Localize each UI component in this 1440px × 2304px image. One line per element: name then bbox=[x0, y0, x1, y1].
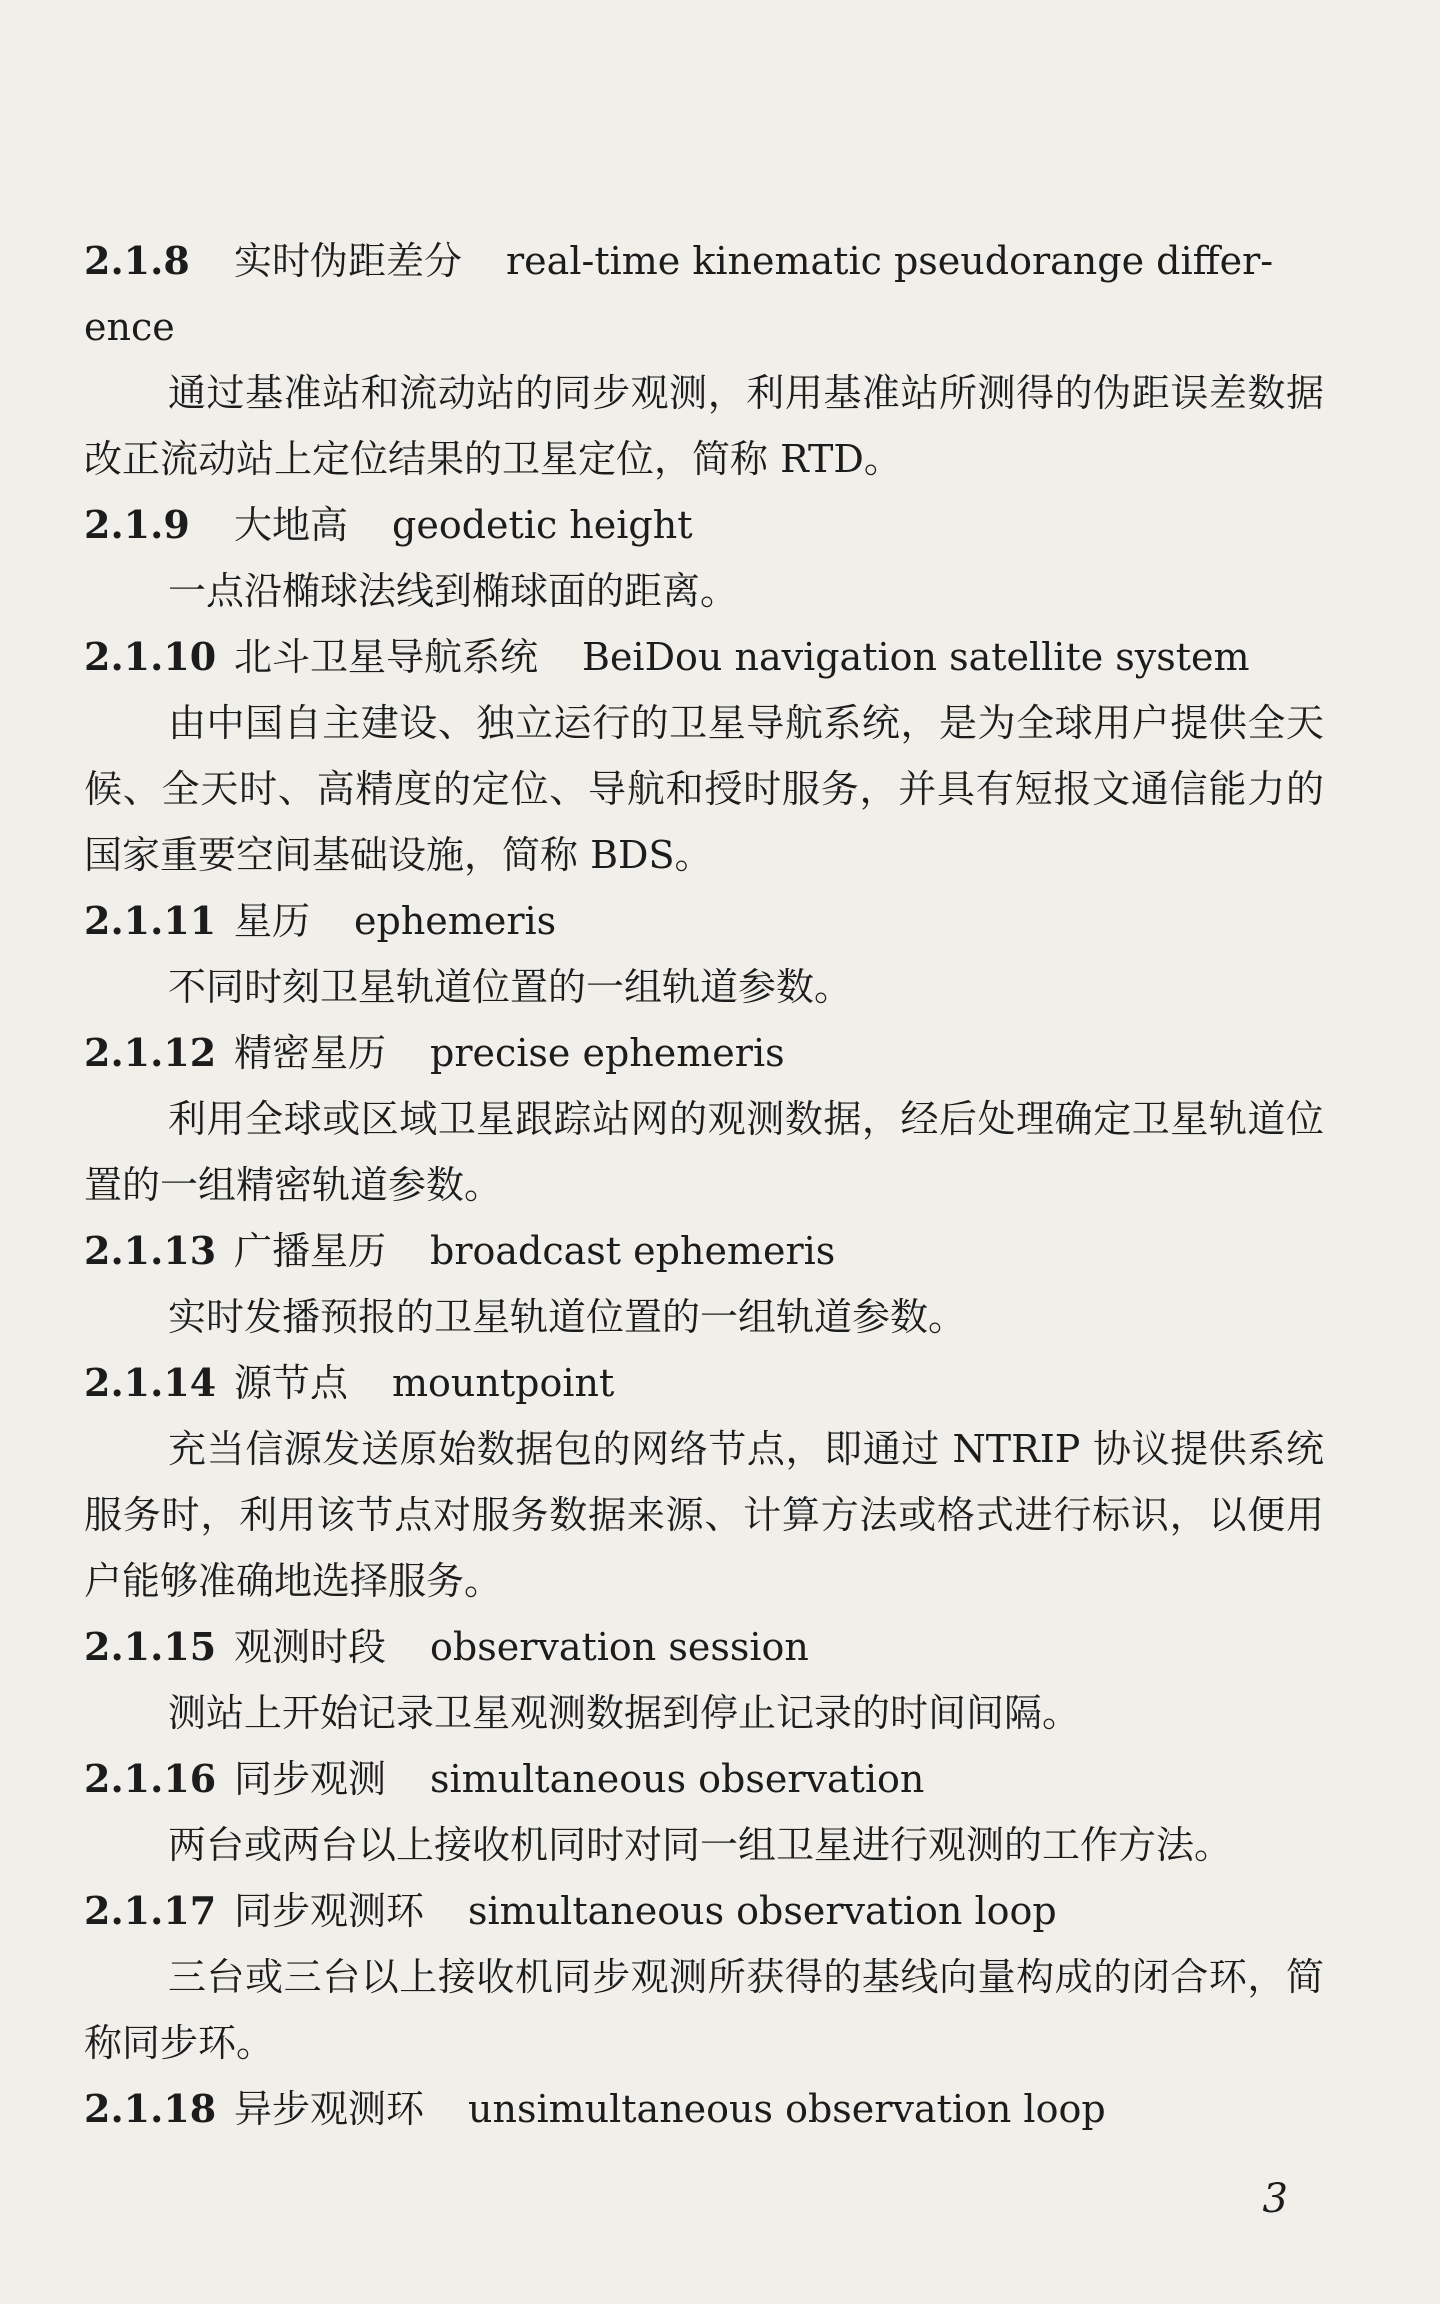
term-definition: 一点沿椭球法线到椭球面的距离。 bbox=[168, 569, 739, 613]
term-definition: 测站上开始记录卫星观测数据到停止记录的时间间隔。 bbox=[168, 1691, 1081, 1735]
term-english: ephemeris bbox=[354, 899, 557, 943]
term-heading bbox=[84, 1350, 1324, 1416]
term-english: unsimultaneous observation loop bbox=[468, 2087, 1106, 2131]
term-heading bbox=[84, 624, 1324, 690]
term-english: mountpoint bbox=[392, 1361, 615, 1405]
term-definition: 实时发播预报的卫星轨道位置的一组轨道参数。 bbox=[168, 1295, 967, 1339]
term-heading bbox=[84, 228, 1324, 294]
term-english: BeiDou navigation satellite system bbox=[582, 635, 1250, 679]
term-english: simultaneous observation bbox=[430, 1757, 925, 1801]
term-english: geodetic height bbox=[392, 503, 693, 547]
term-number: 2.1.16 bbox=[84, 1756, 217, 1801]
term-definition: 通过基准站和流动站的同步观测，利用基准站所测得的伪距误差数据改正流动站上定位结果的卫星定位，简称 RTD。 bbox=[84, 371, 1324, 481]
term-chinese: 异步观测环 bbox=[234, 2087, 425, 2131]
term-chinese: 广播星历 bbox=[234, 1229, 387, 1273]
term-heading bbox=[84, 1746, 1324, 1812]
term-number: 2.1.13 bbox=[84, 1228, 217, 1273]
term-number: 2.1.17 bbox=[84, 1888, 217, 1933]
term-english-continuation: ence bbox=[84, 305, 175, 349]
term-number: 2.1.9 bbox=[84, 502, 190, 547]
term-number: 2.1.15 bbox=[84, 1624, 217, 1669]
term-definition: 充当信源发送原始数据包的网络节点，即通过 NTRIP 协议提供系统服务时，利用该节点对服务数据来源、计算方法或格式进行标识，以便用户能够准确地选择服务。 bbox=[84, 1427, 1324, 1603]
term-chinese: 观测时段 bbox=[234, 1625, 387, 1669]
term-chinese: 实时伪距差分 bbox=[234, 239, 463, 283]
term-number: 2.1.12 bbox=[84, 1030, 217, 1075]
term-english: real-time kinematic pseudorange differ- bbox=[506, 239, 1274, 283]
term-heading bbox=[84, 2076, 1324, 2142]
page-number: 3 bbox=[1262, 2176, 1288, 2222]
term-definition: 两台或两台以上接收机同时对同一组卫星进行观测的工作方法。 bbox=[168, 1823, 1233, 1867]
term-chinese: 星历 bbox=[234, 899, 311, 943]
term-english: observation session bbox=[430, 1625, 809, 1669]
term-number: 2.1.11 bbox=[84, 898, 217, 943]
term-definition: 不同时刻卫星轨道位置的一组轨道参数。 bbox=[168, 965, 853, 1009]
term-heading bbox=[84, 1218, 1324, 1284]
term-english: precise ephemeris bbox=[430, 1031, 785, 1075]
term-number: 2.1.10 bbox=[84, 634, 217, 679]
term-chinese: 同步观测 bbox=[234, 1757, 387, 1801]
term-chinese: 精密星历 bbox=[234, 1031, 387, 1075]
term-definition: 由中国自主建设、独立运行的卫星导航系统，是为全球用户提供全天候、全天时、高精度的定位、导航和授时服务，并具有短报文通信能力的国家重要空间基础设施，简称 BDS。 bbox=[84, 701, 1324, 877]
term-chinese: 北斗卫星导航系统 bbox=[234, 635, 539, 679]
term-definition: 三台或三台以上接收机同步观测所获得的基线向量构成的闭合环，简称同步环。 bbox=[84, 1955, 1324, 2065]
term-heading bbox=[84, 1614, 1324, 1680]
term-english: broadcast ephemeris bbox=[430, 1229, 836, 1273]
term-number: 2.1.18 bbox=[84, 2086, 217, 2131]
term-number: 2.1.14 bbox=[84, 1360, 217, 1405]
term-heading bbox=[84, 1878, 1324, 1944]
term-chinese: 大地高 bbox=[234, 503, 349, 547]
glossary-entries bbox=[84, 228, 1324, 2142]
term-heading bbox=[84, 888, 1324, 954]
term-definition: 利用全球或区域卫星跟踪站网的观测数据，经后处理确定卫星轨道位置的一组精密轨道参数。 bbox=[84, 1097, 1324, 1207]
term-english: simultaneous observation loop bbox=[468, 1889, 1057, 1933]
term-heading bbox=[84, 492, 1324, 558]
term-number: 2.1.8 bbox=[84, 238, 190, 283]
term-chinese: 源节点 bbox=[234, 1361, 349, 1405]
term-heading bbox=[84, 1020, 1324, 1086]
term-chinese: 同步观测环 bbox=[234, 1889, 425, 1933]
